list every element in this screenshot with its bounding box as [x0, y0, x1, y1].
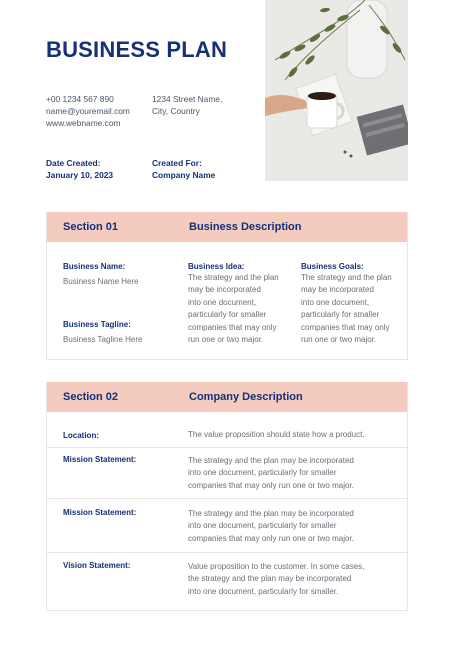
section-title: Company Description: [189, 391, 303, 403]
business-tagline-value: Business Tagline Here: [63, 335, 143, 344]
row-text: [188, 561, 383, 598]
text-line: into one document, particularly for smaller.: [188, 586, 339, 596]
phone-number: +00 1234 567 890: [46, 94, 114, 104]
business-goals-label: Business Goals:: [301, 262, 364, 271]
date-created: [46, 158, 113, 182]
text-line: companies that may only run one or two major.: [188, 480, 354, 490]
text-line: into one document,: [188, 297, 257, 307]
text-line: companies that may only: [301, 322, 390, 332]
row-label: Mission Statement:: [63, 508, 137, 517]
email-address: name@youremail.com: [46, 105, 130, 116]
business-idea-text: [188, 272, 296, 346]
date-created-label: Date Created:: [46, 158, 101, 168]
text-line: particularly for smaller: [188, 310, 267, 320]
business-idea-block: [188, 261, 296, 346]
business-tagline-label: Business Tagline:: [63, 320, 131, 329]
text-line: into one document,: [301, 297, 370, 307]
text-line: Value proposition to the customer. In some cases,: [188, 562, 365, 571]
section-business-description: [46, 212, 408, 360]
section-number: Section 01: [63, 221, 119, 233]
created-for: [152, 158, 215, 182]
created-for-label: Created For:: [152, 158, 202, 168]
business-name-value: Business Name Here: [63, 277, 139, 286]
text-line: The strategy and the plan: [188, 273, 279, 282]
address-street: 1234 Street Name,: [152, 94, 223, 104]
text-line: the strategy and the plan may be incorporated: [188, 574, 352, 584]
business-tagline-block: [63, 319, 183, 346]
row-label: Vision Statement:: [63, 561, 131, 570]
text-line: particularly for smaller: [301, 310, 380, 320]
business-goals-text: [301, 272, 406, 346]
section-company-description: [46, 382, 408, 611]
section-title: Business Description: [189, 221, 302, 233]
address-city: City, Country: [152, 105, 200, 116]
text-line: run one or two major.: [301, 335, 377, 345]
address: [152, 94, 222, 118]
created-for-value: Company Name: [152, 169, 216, 180]
text-line: The strategy and the plan may be incorporated: [188, 509, 354, 518]
row-text: [188, 455, 383, 492]
text-line: companies that may only run one or two major.: [188, 533, 354, 543]
text-line: may be incorporated: [188, 285, 261, 295]
date-created-value: January 10, 2023: [46, 169, 114, 180]
text-line: The strategy and the plan: [301, 273, 392, 282]
text-line: The value proposition should state how a product.: [188, 430, 365, 439]
text-line: into one document, particularly for smaller: [188, 521, 337, 531]
text-line: The strategy and the plan may be incorporated: [188, 456, 354, 465]
section-number: Section 02: [63, 391, 119, 403]
table-row-location: [47, 412, 407, 447]
header-photo: [265, 0, 408, 181]
row-text: [188, 429, 383, 441]
row-label: Location:: [63, 431, 99, 440]
table-row-mission: [47, 498, 407, 552]
website: www.webname.com: [46, 117, 121, 128]
section-header: [47, 382, 407, 412]
text-line: into one document, particularly for smaller: [188, 468, 337, 478]
row-text: [188, 508, 383, 545]
table-row-vision: [47, 552, 407, 610]
business-name-block: [63, 261, 183, 288]
contact-details: [46, 94, 130, 129]
text-line: may be incorporated: [301, 285, 374, 295]
table-row-mission: [47, 447, 407, 498]
text-line: companies that may only: [188, 322, 277, 332]
business-idea-label: Business Idea:: [188, 262, 245, 271]
document-title: BUSINESS PLAN: [46, 37, 228, 62]
text-line: run one or two major.: [188, 335, 264, 345]
section-header: [47, 212, 407, 242]
business-name-label: Business Name:: [63, 262, 126, 271]
business-goals-block: [301, 261, 406, 346]
row-label: Mission Statement:: [63, 455, 137, 464]
